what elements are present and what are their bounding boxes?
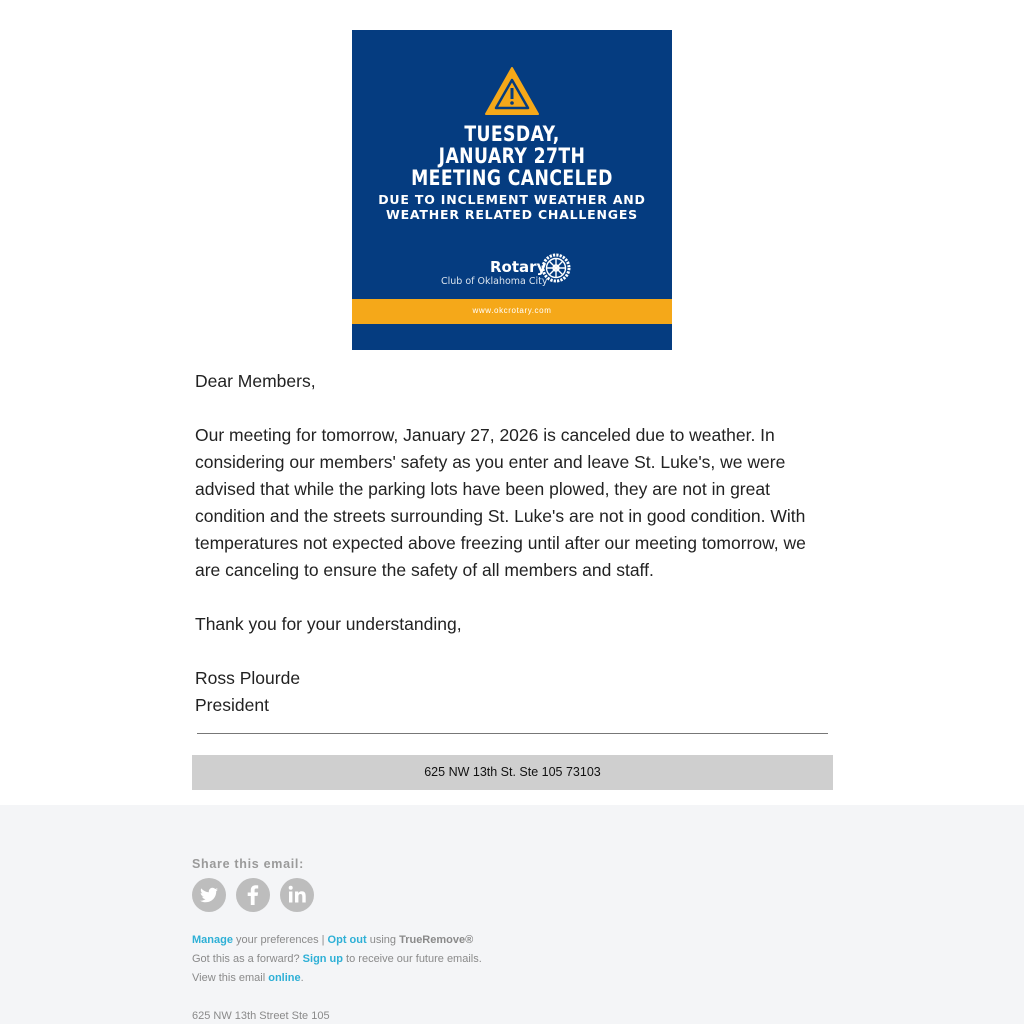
trueremove-brand: TrueRemove® [399, 934, 474, 946]
sign-up-link[interactable]: Sign up [302, 953, 343, 965]
forward-line [192, 953, 482, 965]
preferences-line [192, 934, 473, 946]
banner-url: www.okcrotary.com [472, 306, 552, 315]
view-email-text: View this email [192, 972, 269, 984]
letter-paragraph: Our meeting for tomorrow, January 27, 2026 is canceled due to weather. In considering our members' safety as you enter and leave St. Luke's, we were advised that while the parking lots have been plowed, they are not in great condition and the streets surrounding St. Luke's are not in good condition. With temperatures not expected above freezing until after our meeting tomorrow, we are canceling to ensure the safety of all members and staff. [195, 425, 806, 580]
rotary-logo-subtitle: Club of Oklahoma City [441, 276, 548, 287]
letter-body [195, 368, 835, 719]
rotary-logo-name: Rotary [490, 258, 547, 276]
facebook-share-button[interactable] [236, 878, 270, 912]
view-online-link[interactable]: online [268, 972, 301, 984]
forward-text: Got this as a forward? [192, 953, 303, 965]
banner-headline-day: TUESDAY, [464, 122, 560, 146]
future-emails-text: to receive our future emails. [343, 953, 482, 965]
footer-address: 625 NW 13th Street Ste 105 [192, 1010, 330, 1022]
using-text: using [366, 934, 400, 946]
banner-subline-2: WEATHER RELATED CHALLENGES [385, 207, 638, 222]
linkedin-icon [280, 878, 314, 912]
manage-preferences-link[interactable]: Manage [192, 934, 233, 946]
warning-icon [484, 66, 540, 116]
banner-headline-status: MEETING CANCELED [411, 166, 613, 190]
address-bar: 625 NW 13th St. Ste 105 73103 [192, 755, 833, 790]
share-label: Share this email: [192, 857, 304, 871]
preferences-text: your preferences | [232, 934, 328, 946]
rotary-wheel-icon [540, 252, 572, 284]
signer-name: Ross Plourde [195, 668, 301, 688]
email-footer [0, 805, 1024, 1024]
view-online-period: . [300, 972, 304, 984]
divider [197, 733, 828, 734]
banner-headline-date: JANUARY 27TH [438, 144, 586, 168]
linkedin-share-button[interactable] [280, 878, 314, 912]
facebook-icon [236, 878, 270, 912]
opt-out-link[interactable]: Opt out [327, 934, 367, 946]
letter-greeting: Dear Members, [195, 371, 316, 391]
meeting-canceled-banner [352, 30, 672, 350]
banner-subline-1: DUE TO INCLEMENT WEATHER AND [378, 192, 646, 207]
letter-closing: Thank you for your understanding, [195, 614, 462, 634]
view-online-line [192, 972, 304, 984]
signer-title: President [195, 695, 269, 715]
twitter-icon [192, 878, 226, 912]
twitter-share-button[interactable] [192, 878, 226, 912]
